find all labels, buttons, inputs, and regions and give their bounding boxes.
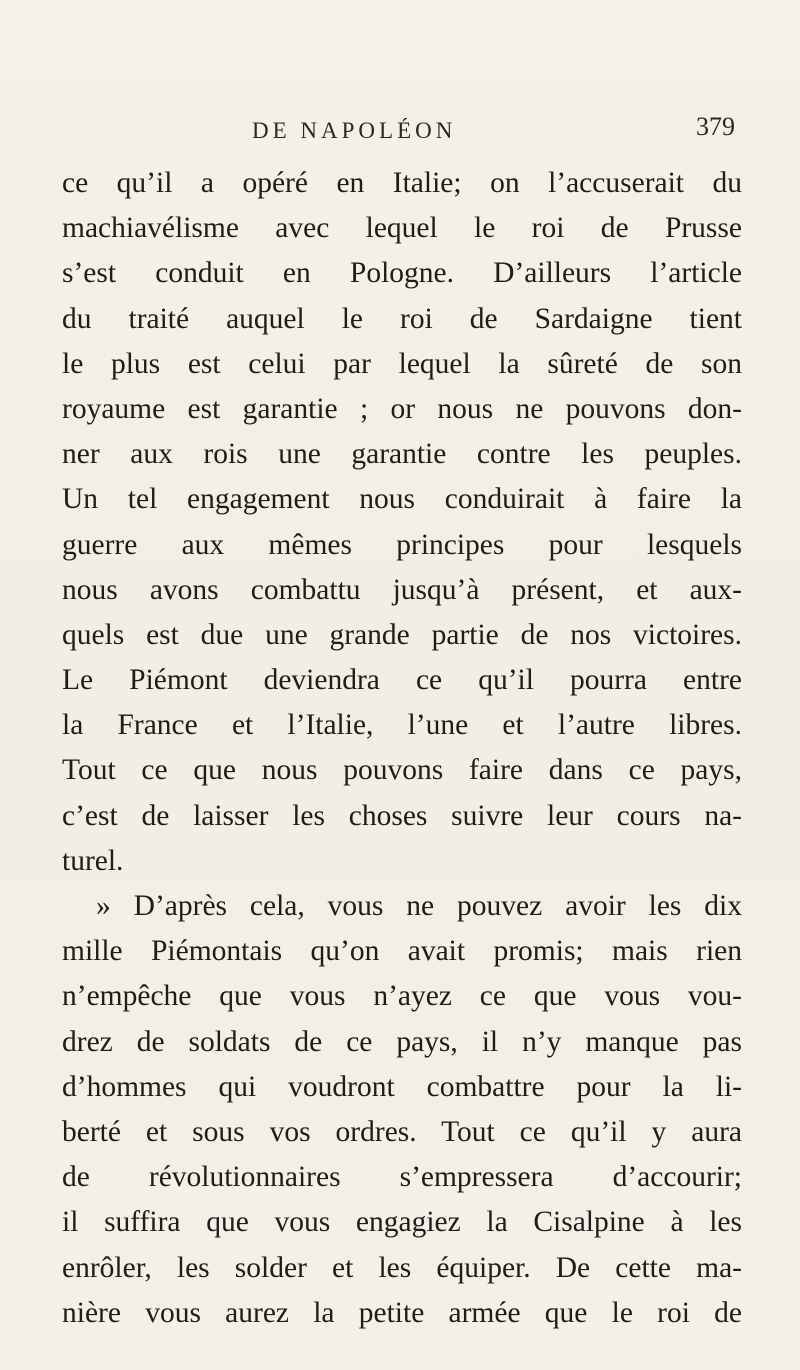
text-line: mille Piémontais qu’on avait promis; mais rien: [62, 935, 742, 968]
text-line: d’hommes qui voudront combattre pour la li-: [62, 1070, 742, 1103]
text-line: Un tel engagement nous conduirait à faire la: [62, 483, 742, 516]
text-line: Le Piémont deviendra ce qu’il pourra entre: [62, 664, 742, 697]
text-line: nière vous aurez la petite armée que le roi de: [62, 1296, 742, 1329]
text-line: n’empêche que vous n’ayez ce que vous vou-: [62, 980, 742, 1013]
text-line: le plus est celui par lequel la sûreté de son: [62, 347, 742, 380]
text-line: turel.: [62, 844, 124, 877]
text-line: guerre aux mêmes principes pour lesquels: [62, 528, 742, 561]
text-line: ce qu’il a opéré en Italie; on l’accuserait du: [62, 167, 742, 199]
text-line: il suffira que vous engagiez la Cisalpine à les: [62, 1206, 742, 1239]
text-line: royaume est garantie ; or nous ne pouvons don-: [62, 392, 742, 425]
text-line: de révolutionnaires s’empressera d’accourir;: [62, 1161, 742, 1194]
running-title: DE NAPOLÉON: [252, 118, 457, 143]
text-line: quels est due une grande partie de nos victoires.: [62, 618, 742, 651]
text-line: machiavélisme avec lequel le roi de Prusse: [62, 212, 742, 245]
text-line: c’est de laisser les choses suivre leur cours na-: [62, 799, 742, 832]
text-line: la France et l’Italie, l’une et l’autre libres.: [62, 709, 742, 742]
text-line: ner aux rois une garantie contre les peuples.: [62, 438, 742, 471]
text-line: berté et sous vos ordres. Tout ce qu’il y aura: [62, 1115, 742, 1148]
text-line: Tout ce que nous pouvons faire dans ce pays,: [62, 754, 742, 787]
body-text: [62, 161, 742, 1336]
text-line: enrôler, les solder et les équiper. De cette ma-: [62, 1251, 742, 1284]
text-line: drez de soldats de ce pays, il n’y manque pas: [62, 1025, 742, 1058]
text-line: nous avons combattu jusqu’à présent, et aux-: [62, 573, 742, 606]
text-line: s’est conduit en Pologne. D’ailleurs l’article: [62, 257, 742, 290]
text-line: » D’après cela, vous ne pouvez avoir les dix: [96, 890, 742, 922]
page-number: 379: [696, 112, 735, 141]
text-line: du traité auquel le roi de Sardaigne tient: [62, 302, 742, 335]
